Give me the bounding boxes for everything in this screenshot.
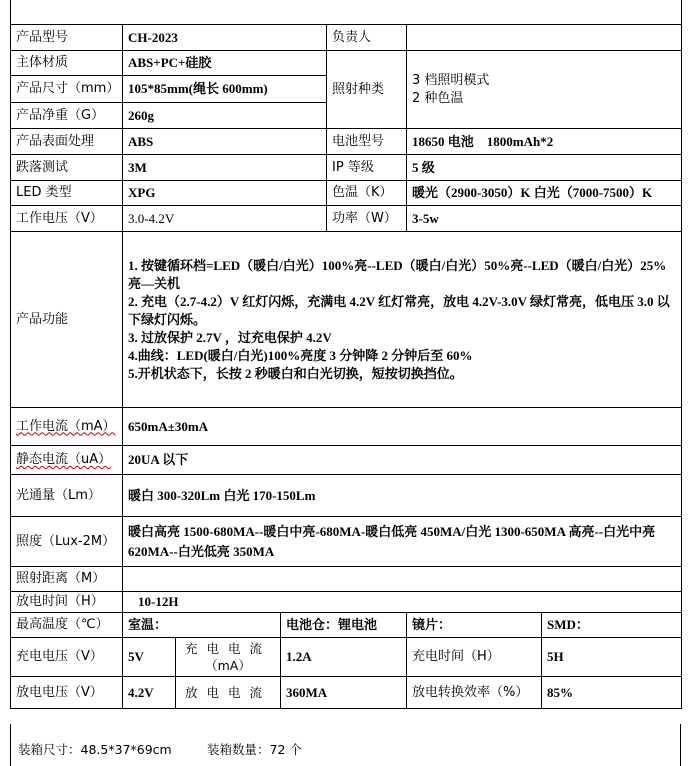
header-strip xyxy=(10,0,682,24)
discharge-current-label-text: 放电电流 xyxy=(184,684,271,700)
work-current-value: 650mA±30mA xyxy=(123,408,682,446)
function-line-5: 5.开机状态下，长按 2 秒暖白和白光切换，短按切换挡位。 xyxy=(128,365,463,381)
charge-current-label xyxy=(176,638,281,677)
drop-test-label: 跌落测试 xyxy=(11,155,123,181)
illuminance-label: 照度（Lux-2M） xyxy=(11,517,123,567)
static-current-label: 静态电流（uA） xyxy=(11,446,123,475)
functions-label: 产品功能 xyxy=(11,232,123,408)
discharge-efficiency-value: 85% xyxy=(542,677,682,709)
color-temp-label: 色温（K） xyxy=(327,181,407,206)
net-weight-value: 260g xyxy=(123,103,327,129)
model-value: CH-2023 xyxy=(123,25,327,51)
discharge-voltage-value: 4.2V xyxy=(123,677,176,709)
table-row xyxy=(11,129,682,155)
table-row xyxy=(11,232,682,408)
led-type-label: LED 类型 xyxy=(11,181,123,206)
static-current-value: 20UA 以下 xyxy=(123,446,682,475)
model-label: 产品型号 xyxy=(11,25,123,51)
illuminance-value: 暖白高亮 1500-680MA--暖白中亮-680MA-暖白低亮 450MA/白光 1300-650MA 高亮--白光中亮 620MA--白光低亮 350MA xyxy=(123,517,682,567)
charge-current-unit: （mA） xyxy=(205,658,251,673)
power-value: 3-5w xyxy=(407,206,682,232)
distance-label: 照射距离（M） xyxy=(11,567,123,592)
luminous-flux-value: 暖白 300-320Lm 白光 170-150Lm xyxy=(123,475,682,517)
footer xyxy=(10,724,681,766)
size-value: 105*85mm(绳长 600mm) xyxy=(123,76,327,103)
material-value: ABS+PC+硅胶 xyxy=(123,51,327,76)
function-line-4: 4.曲线：LED(暖白/白光)100%亮度 3 分钟降 2 分钟后至 60% xyxy=(128,347,473,363)
surface-value: ABS xyxy=(123,129,327,155)
table-row xyxy=(11,567,682,592)
table-row xyxy=(11,517,682,567)
discharge-time-value: 10-12H xyxy=(123,592,682,613)
table-row xyxy=(11,475,682,517)
battery-value: 18650 电池 1800mAh*2 xyxy=(407,129,682,155)
table-row xyxy=(11,638,682,677)
discharge-current-label xyxy=(176,677,281,709)
discharge-current-value: 360MA xyxy=(281,677,407,709)
function-line-2: 2. 充电（2.7-4.2）V 红灯闪烁，充满电 4.2V 红灯常亮，放电 4.2V-3.0V 绿灯常亮，低电压 3.0 以下绿灯闪烁。 xyxy=(128,293,670,327)
drop-test-value: 3M xyxy=(123,155,327,181)
charge-voltage-value: 5V xyxy=(123,638,176,677)
lighting-type-value xyxy=(407,51,682,129)
ip-rating-label: IP 等级 xyxy=(327,155,407,181)
work-current-label: 工作电流（mA） xyxy=(11,408,123,446)
lens-label: 镜片： xyxy=(407,613,542,638)
table-row xyxy=(11,51,682,76)
lighting-type-line-2: 2 种色温 xyxy=(412,90,464,106)
table-row xyxy=(11,446,682,475)
discharge-time-label: 放电时间（H） xyxy=(11,592,123,613)
function-line-1: 1. 按键循环档=LED（暖白/白光）100%亮--LED（暖白/白光）50%亮--LED（暖白/白光）25%亮—关机 xyxy=(128,257,667,291)
box-size: 装箱尺寸：48.5*37*69cm xyxy=(18,742,172,757)
table-row xyxy=(11,181,682,206)
luminous-flux-label: 光通量（Lm） xyxy=(11,475,123,517)
material-label: 主体材质 xyxy=(11,51,123,76)
person-in-charge-value xyxy=(407,25,682,51)
battery-label: 电池型号 xyxy=(327,129,407,155)
functions-value xyxy=(123,232,682,408)
lighting-type-label: 照射种类 xyxy=(327,51,407,129)
charge-current-value: 1.2A xyxy=(281,638,407,677)
size-label: 产品尺寸（mm） xyxy=(11,76,123,103)
ip-rating-value: 5 级 xyxy=(407,155,682,181)
battery-compartment-label: 电池仓：锂电池 xyxy=(281,613,407,638)
charge-voltage-label: 充电电压（V） xyxy=(11,638,123,677)
color-temp-value: 暖光（2900-3050）K 白光（7000-7500）K xyxy=(407,181,682,206)
charge-time-label: 充电时间（H） xyxy=(407,638,542,677)
table-row xyxy=(11,25,682,51)
net-weight-label: 产品净重（G） xyxy=(11,103,123,129)
table-row xyxy=(11,155,682,181)
lighting-type-line-1: 3 档照明模式 xyxy=(412,72,490,88)
voltage-value: 3.0-4.2V xyxy=(123,206,327,232)
function-line-3: 3. 过放保护 2.7V ，过充电保护 4.2V xyxy=(128,329,332,345)
distance-value xyxy=(123,567,682,592)
charge-current-label-text: 充电电流 xyxy=(184,641,271,656)
smd-label: SMD： xyxy=(542,613,682,638)
room-temp-label: 室温： xyxy=(123,613,281,638)
max-temp-label: 最高温度（℃） xyxy=(11,613,123,638)
led-type-value: XPG xyxy=(123,181,327,206)
table-row xyxy=(11,592,682,613)
table-row xyxy=(11,613,682,638)
person-in-charge-label: 负责人 xyxy=(327,25,407,51)
table-row xyxy=(11,408,682,446)
charge-time-value: 5H xyxy=(542,638,682,677)
voltage-label: 工作电压（V） xyxy=(11,206,123,232)
box-quantity: 装箱数量：72 个 xyxy=(207,742,302,757)
power-label: 功率（W） xyxy=(327,206,407,232)
table-row xyxy=(11,677,682,709)
table-row xyxy=(11,206,682,232)
discharge-voltage-label: 放电电压（V） xyxy=(11,677,123,709)
surface-label: 产品表面处理 xyxy=(11,129,123,155)
discharge-efficiency-label: 放电转换效率（%） xyxy=(407,677,542,709)
spec-table xyxy=(10,24,682,709)
